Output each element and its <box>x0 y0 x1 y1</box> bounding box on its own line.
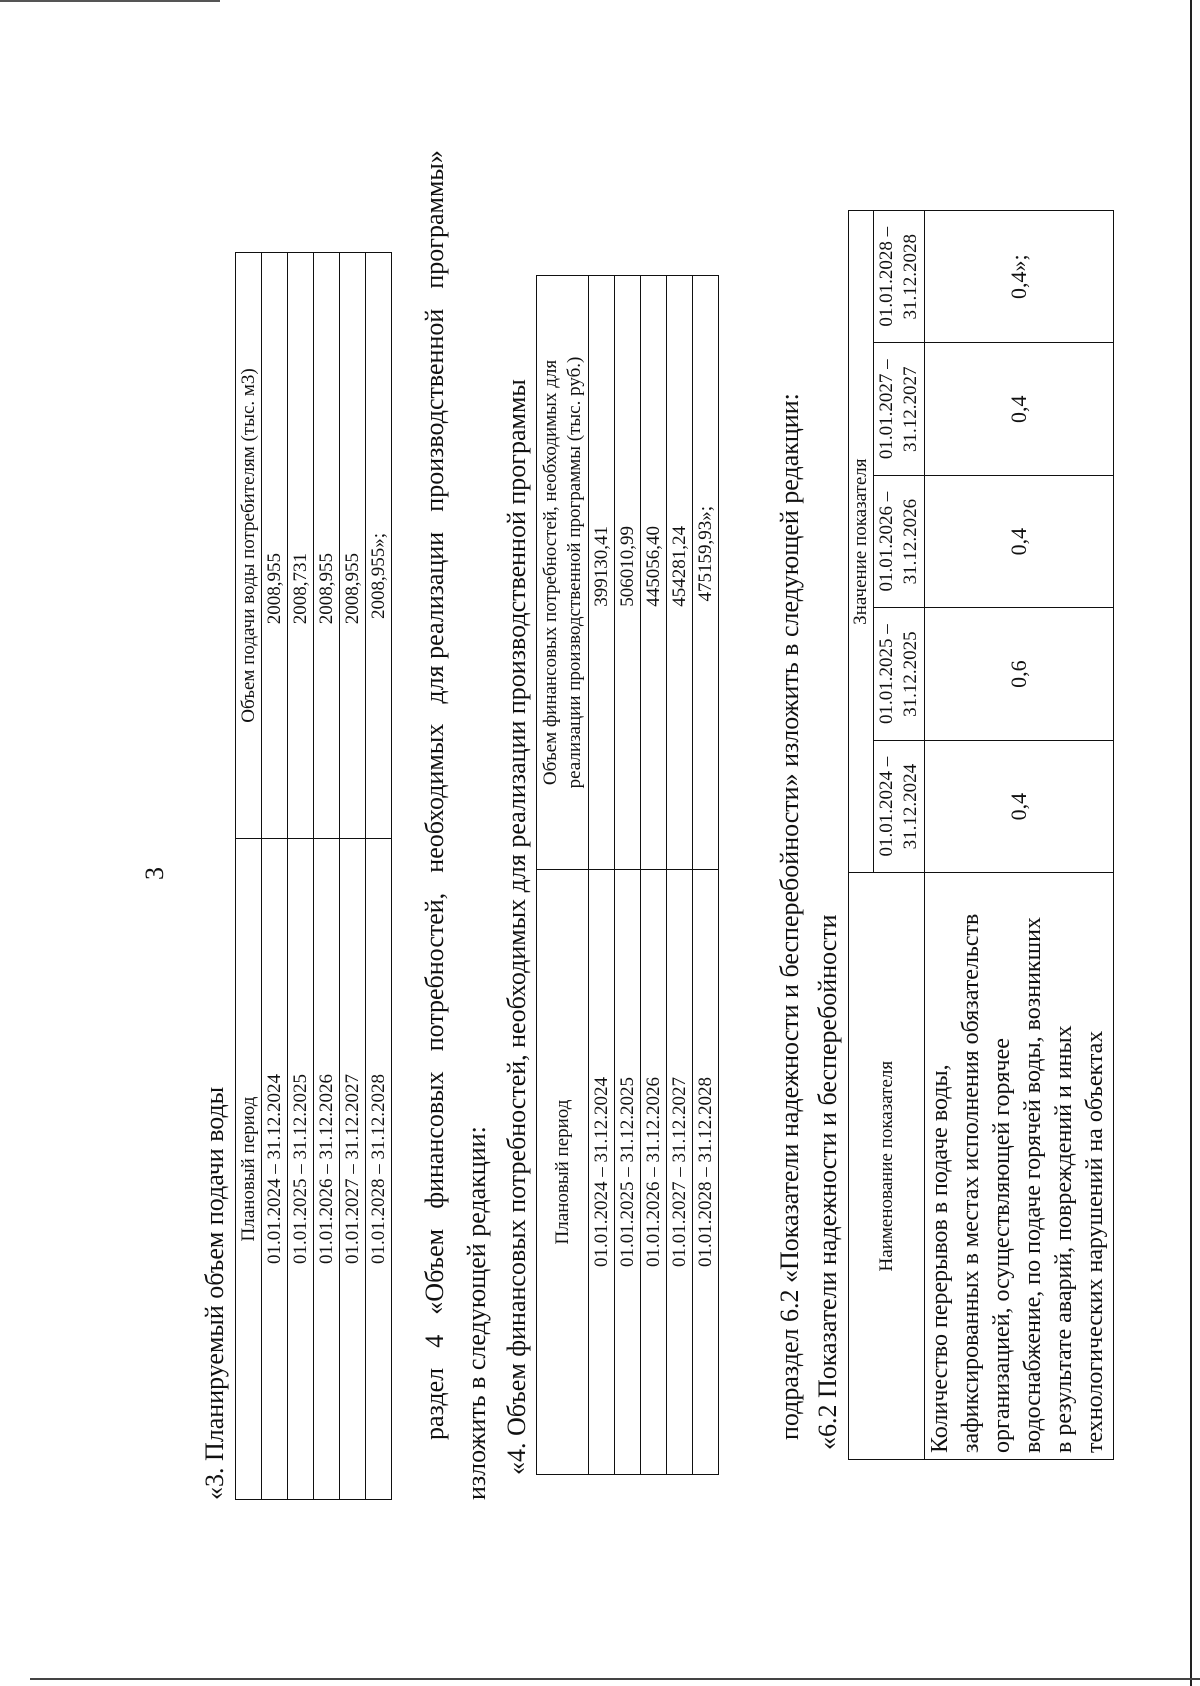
indicator-value-cell: 0,6 <box>925 608 1114 740</box>
section4-intro <box>420 150 450 1440</box>
para-word: финансовых <box>420 1071 449 1209</box>
col-financial-needs: Объем финансовых потребностей, необходимых для реализации производственной программы (тыс. руб.) <box>537 276 589 870</box>
table-row <box>641 276 667 1475</box>
table-row <box>589 276 615 1475</box>
reliability-table <box>848 210 1114 1460</box>
table-row <box>288 253 314 1500</box>
indicator-line: водоснабжение, по подаче горячей воды, возникших <box>1020 917 1046 1453</box>
indicator-line: технологических нарушений на объектах <box>1082 1030 1108 1453</box>
value-cell: 2008,955»; <box>366 253 392 839</box>
indicator-line: в результате аварий, повреждений и иных <box>1051 1025 1077 1453</box>
col-planned-period: Плановый период <box>236 839 262 1500</box>
section4-intro-line2: изложить в следующей редакции: <box>462 1126 491 1500</box>
table-header-row <box>849 211 874 1460</box>
para-word: производственной <box>420 308 449 512</box>
value-cell: 399130,41 <box>589 276 615 870</box>
para-word: потребностей, <box>420 892 449 1052</box>
para-word: «Объем <box>420 1228 449 1315</box>
table-row <box>262 253 288 1500</box>
value-cell: 506010,99 <box>615 276 641 870</box>
value-cell: 2008,955 <box>340 253 366 839</box>
para-word: раздел <box>420 1367 449 1440</box>
rotated-page <box>30 40 1150 1640</box>
col-indicator-name: Наименование показателя <box>849 873 925 1460</box>
col-water-volume: Объем подачи воды потребителям (тыс. м3) <box>236 253 262 839</box>
col-planned-period: Плановый период <box>537 870 589 1475</box>
value-cell: 2008,955 <box>314 253 340 839</box>
period-header: 01.01.2028 – 31.12.2028 <box>874 211 925 343</box>
indicator-value-cell: 0,4 <box>925 343 1114 475</box>
value-cell: 445056,40 <box>641 276 667 870</box>
para-word: для реализации <box>420 531 449 704</box>
table-header-row <box>236 253 262 1500</box>
section62-heading: «6.2 Показатели надежности и бесперебойности <box>813 914 842 1450</box>
period-cell: 01.01.2026 – 31.12.2026 <box>314 839 340 1500</box>
financial-needs-table <box>536 275 719 1475</box>
scan-edge-bottom <box>30 1678 1200 1680</box>
period-cell: 01.01.2025 – 31.12.2025 <box>615 870 641 1475</box>
period-cell: 01.01.2025 – 31.12.2025 <box>288 839 314 1500</box>
scan-edge-right <box>1190 0 1192 1686</box>
table-row <box>693 276 719 1475</box>
scan-edge-top <box>0 0 220 2</box>
period-cell: 01.01.2027 – 31.12.2027 <box>667 870 693 1475</box>
indicator-value-cell: 0,4 <box>925 475 1114 607</box>
period-cell: 01.01.2024 – 31.12.2024 <box>262 839 288 1500</box>
table-row <box>925 211 1114 1460</box>
section3-heading: «3. Планируемый объем подачи воды <box>200 1086 229 1500</box>
table-row <box>314 253 340 1500</box>
indicator-name-cell <box>925 873 1114 1460</box>
period-cell: 01.01.2028 – 31.12.2028 <box>693 870 719 1475</box>
para-word: программы» <box>420 150 449 289</box>
period-header: 01.01.2027 – 31.12.2027 <box>874 343 925 475</box>
value-cell: 2008,955 <box>262 253 288 839</box>
period-header: 01.01.2025 – 31.12.2025 <box>874 608 925 740</box>
period-cell: 01.01.2026 – 31.12.2026 <box>641 870 667 1475</box>
value-cell: 2008,731 <box>288 253 314 839</box>
period-cell: 01.01.2027 – 31.12.2027 <box>340 839 366 1500</box>
table-row <box>667 276 693 1475</box>
indicator-line: зафиксированных в местах исполнения обязательств <box>958 913 984 1453</box>
section4-heading: «4. Объем финансовых потребностей, необходимых для реализации производственной программы <box>502 379 531 1475</box>
value-cell: 454281,24 <box>667 276 693 870</box>
indicator-line: Количество перерывов в подаче воды, <box>927 1064 953 1453</box>
table-row <box>340 253 366 1500</box>
table-header-row <box>537 276 589 1475</box>
col-indicator-value: Значение показателя <box>849 211 874 873</box>
table-row <box>615 276 641 1475</box>
period-header: 01.01.2026 – 31.12.2026 <box>874 475 925 607</box>
period-cell: 01.01.2028 – 31.12.2028 <box>366 839 392 1500</box>
indicator-value-cell: 0,4»; <box>925 211 1114 343</box>
period-cell: 01.01.2024 – 31.12.2024 <box>589 870 615 1475</box>
para-word: необходимых <box>420 723 449 873</box>
value-cell: 475159,93»; <box>693 276 719 870</box>
indicator-line: организацией, осуществляющей горячее <box>989 1038 1015 1453</box>
indicator-value-cell: 0,4 <box>925 740 1114 872</box>
table-row <box>366 253 392 1500</box>
period-header: 01.01.2024 – 31.12.2024 <box>874 740 925 872</box>
para-word: 4 <box>420 1334 449 1348</box>
page-number: 3 <box>140 867 169 880</box>
section62-intro: подраздел 6.2 «Показатели надежности и бесперебойности» изложить в следующей редакции: <box>775 393 804 1440</box>
water-volume-table <box>235 252 392 1500</box>
